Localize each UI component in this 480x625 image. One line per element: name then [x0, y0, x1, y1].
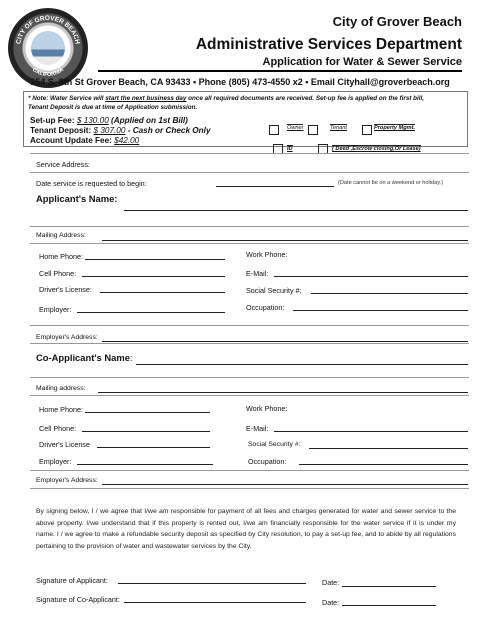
seal-bottom-text: CALIFORNIA [31, 67, 65, 79]
ssn-field[interactable] [311, 293, 468, 294]
section-top-rule [30, 153, 469, 154]
co-mailing-field[interactable] [98, 392, 468, 393]
coapplicant-title: Co-Applicant's Name [36, 352, 130, 363]
account-update-fee [30, 136, 139, 145]
employer-field[interactable] [77, 312, 225, 313]
rule-mailing [30, 243, 469, 244]
coapplicant-date-label: Date: [322, 598, 340, 607]
id-label: ID [287, 146, 293, 152]
applicant-date-field[interactable] [342, 586, 436, 587]
documents-label: ( Deed ,Escrow closing,Or Lease) [332, 146, 421, 152]
work-phone-label: Work Phone: [246, 250, 288, 259]
applicant-name-label: Applicant's Name: [36, 193, 118, 204]
setup-fee-label: Set-up Fee: [30, 116, 75, 125]
property-mgmt-checkbox[interactable] [362, 125, 372, 135]
co-drivers-license-field[interactable] [97, 447, 210, 448]
co-home-phone-field[interactable] [85, 412, 210, 413]
co-employer-field[interactable] [77, 464, 213, 465]
drivers-license-field[interactable] [100, 292, 225, 293]
co-email-field[interactable] [274, 431, 468, 432]
applicant-name-field[interactable] [124, 210, 468, 211]
co-work-phone-label: Work Phone: [246, 404, 288, 413]
co-home-phone-label: Home Phone: [39, 405, 83, 414]
rule-service [30, 172, 469, 173]
city-seal [8, 8, 88, 88]
co-employer-address-field[interactable] [102, 484, 468, 485]
coapplicant-name-label [36, 352, 133, 363]
occupation-label: Occupation: [246, 303, 285, 312]
setup-fee-value: $ 130.00 [76, 116, 109, 125]
deposit-note: - Cash or Check Only [127, 126, 211, 135]
header-rule [98, 70, 462, 72]
occupation-field[interactable] [293, 310, 468, 311]
email-field[interactable] [274, 276, 468, 277]
co-ssn-field[interactable] [309, 448, 468, 449]
service-note [28, 94, 438, 112]
home-phone-field[interactable] [85, 259, 225, 260]
co-ssn-label: Social Security #: [248, 441, 301, 448]
property-mgmt-label: Property Mgmt. [374, 125, 416, 131]
coapplicant-date-field[interactable] [342, 605, 436, 606]
coapplicant-signature-label: Signature of Co-Applicant: [36, 595, 120, 604]
ssn-label: Social Security #: [246, 286, 302, 295]
coapplicant-title-colon: : [129, 352, 133, 363]
tenant-deposit [30, 126, 211, 135]
employer-address-label: Employer's Address: [36, 334, 98, 341]
city-name: City of Grover Beach [332, 14, 462, 29]
note-text-2: once all required documents are received. Set-up fee is applied on the first bill, Tenant Deposit is due at time of Application submission. [28, 95, 425, 111]
tenant-label: Tenant [330, 125, 347, 131]
mailing-address-field[interactable] [102, 240, 468, 241]
application-title: Application for Water & Sewer Service [262, 56, 462, 68]
employer-address-field[interactable] [102, 341, 468, 342]
department-title: Administrative Services Department [195, 36, 462, 53]
coapplicant-signature-field[interactable] [124, 602, 306, 603]
cell-phone-label: Cell Phone: [39, 269, 77, 278]
applicant-date-label: Date: [322, 578, 340, 587]
mailing-address-label: Mailing Address: [36, 232, 86, 239]
deposit-value: $ 307.00 [93, 126, 126, 135]
seal-top-text: CITY OF GROVER BEACH [15, 14, 81, 45]
agreement-text: By signing below, I / we agree that I/we am responsible for payment of all fees and charges generated for water and sewer service to the above property. I/we understand that if this property is rented out, I/we am financially responsible for the water service if it is under my name. I / we agree to make a refundable security deposit as specified by City resolution, to pay a set-up fee, and to abide by all regulations pertaining to the provision of water and wastewater services by the City. [36, 508, 456, 550]
owner-label: Owner [287, 125, 304, 131]
tenant-checkbox[interactable] [308, 125, 318, 135]
contact-line: 154 S. 8th St Grover Beach, CA 93433 • Phone (805) 473-4550 x2 • Email Cityhall@groverbeach.org [30, 77, 450, 87]
seal-text-ring [8, 8, 88, 88]
home-phone-label: Home Phone: [39, 252, 83, 261]
update-fee-label: Account Update Fee: [30, 136, 112, 145]
co-occupation-field[interactable] [299, 464, 468, 465]
co-email-label: E-Mail: [246, 424, 269, 433]
co-cell-phone-field[interactable] [82, 431, 210, 432]
rule-employer-address [30, 343, 469, 344]
applicant-signature-label: Signature of Applicant: [36, 576, 108, 585]
coapplicant-name-field[interactable] [136, 364, 468, 365]
employer-label: Employer: [39, 305, 72, 314]
co-occupation-label: Occupation: [248, 457, 287, 466]
rule-co-employer [30, 470, 469, 471]
owner-checkbox[interactable] [269, 125, 279, 135]
service-date-label: Date service is requested to begin: [36, 179, 147, 188]
rule-co-mailing [30, 395, 469, 396]
service-date-hint: (Date cannot be on a weekend or holiday.) [338, 180, 443, 186]
update-fee-value: $42.00 [114, 136, 140, 145]
co-mailing-label: Mailing address: [36, 385, 86, 392]
note-emphasis: start the next business day [105, 95, 187, 102]
rule-coapplicant [30, 377, 469, 378]
co-drivers-license-label: Driver's License [39, 440, 90, 449]
rule-employer [30, 325, 469, 326]
email-label: E-Mail: [246, 269, 269, 278]
deposit-label: Tenant Deposit: [30, 126, 92, 135]
service-date-field[interactable] [216, 186, 334, 187]
applicant-signature-field[interactable] [118, 583, 306, 584]
cell-phone-field[interactable] [82, 276, 225, 277]
svg-text:CITY OF GROVER BEACH [15, 15, 81, 45]
setup-fee-note: (Applied on 1st Bill) [111, 116, 188, 125]
rule-co-employer-address [30, 488, 469, 489]
rule-applicant [30, 226, 469, 227]
co-cell-phone-label: Cell Phone: [39, 424, 77, 433]
co-employer-label: Employer: [39, 457, 72, 466]
note-text-1: * Note: Water Service will [28, 95, 106, 102]
service-address-label: Service Address: [36, 160, 90, 169]
drivers-license-label: Driver's License: [39, 285, 92, 294]
setup-fee [30, 116, 188, 125]
co-employer-address-label: Employer's Address: [36, 477, 98, 484]
